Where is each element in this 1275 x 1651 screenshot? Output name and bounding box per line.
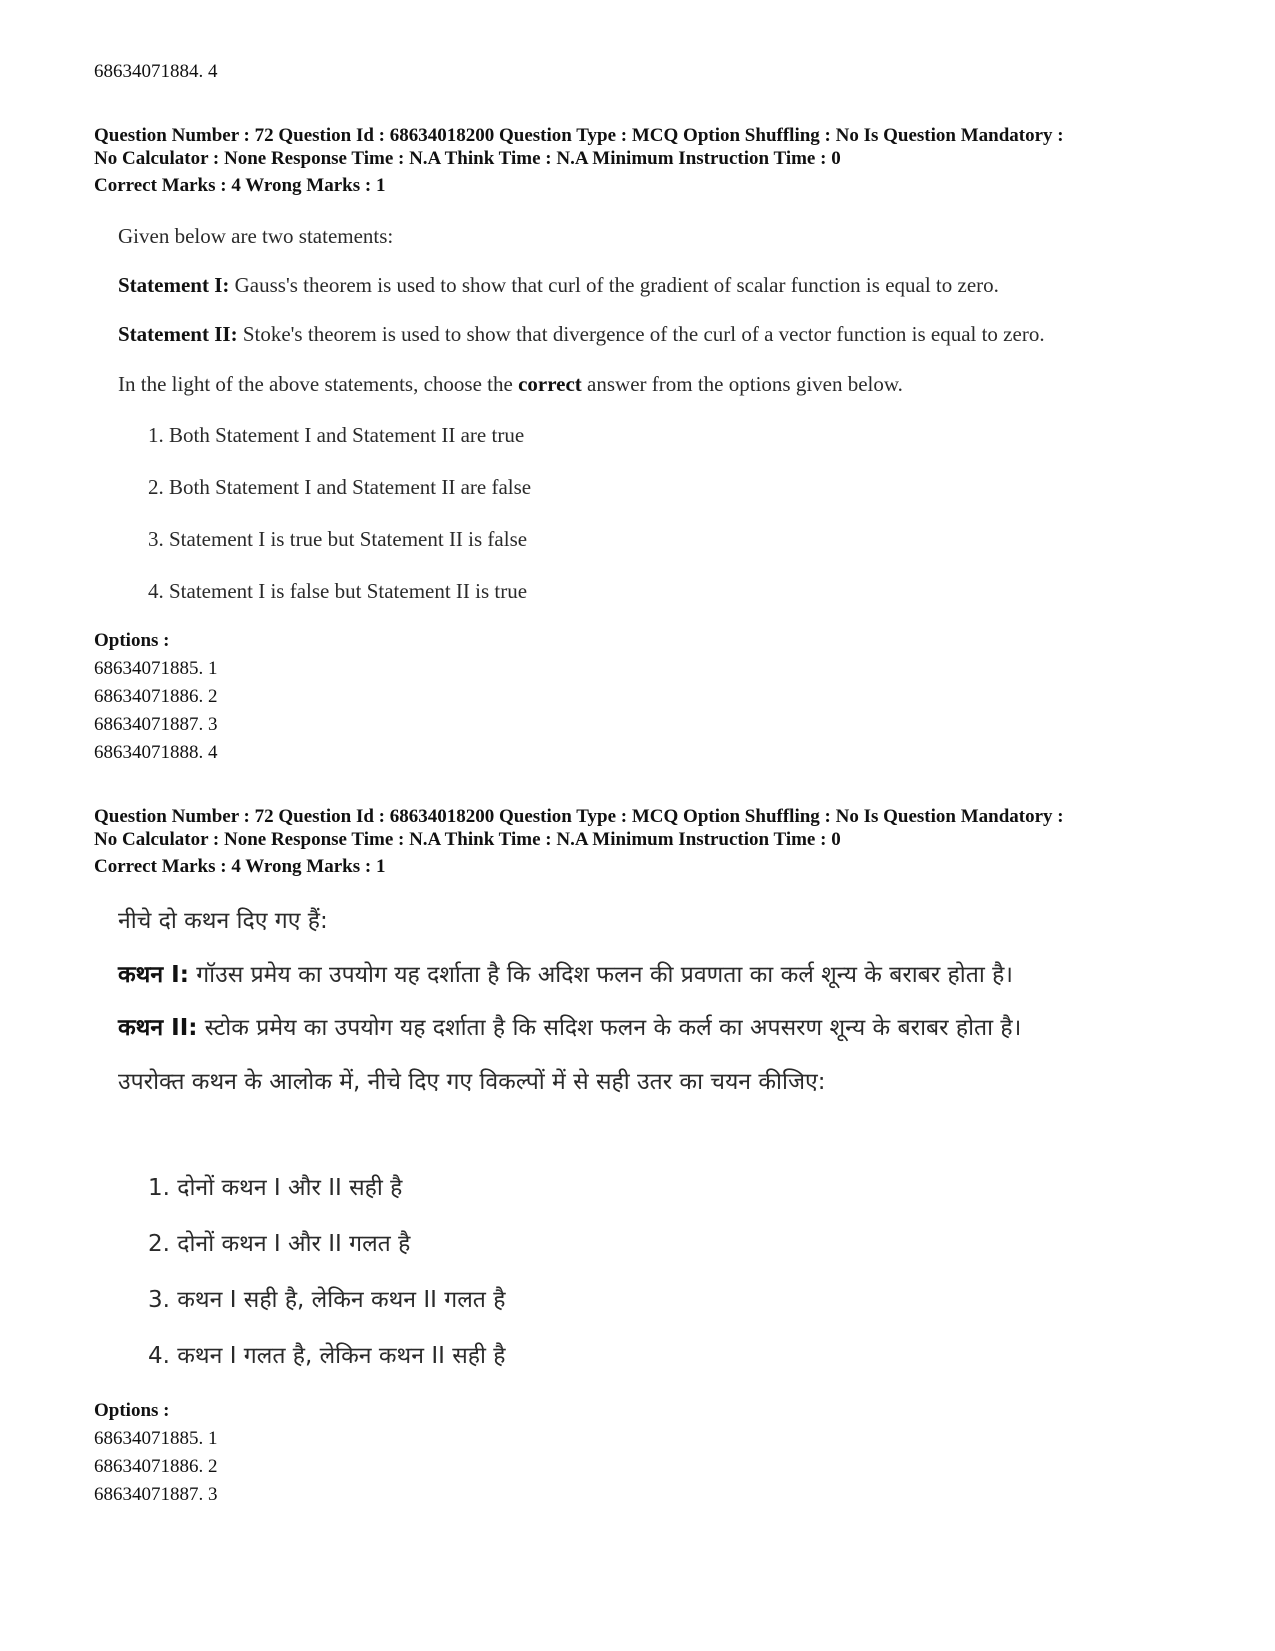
statement-text: गॉउस प्रमेय का उपयोग यह दर्शाता है कि अदिश फलन की प्रवणता का कर्ल शून्य के बराबर होता है।: [188, 962, 1014, 988]
option-line: 68634071887. 3: [94, 714, 218, 735]
question-meta-line: No Calculator : None Response Time : N.A Think Time : N.A Minimum Instruction Time : 0: [94, 829, 841, 850]
choice-item: 2. Both Statement I and Statement II are false: [148, 475, 532, 499]
statement-two: [118, 1012, 1021, 1044]
choice-item: 2. दोनों कथन I और II गलत है: [148, 1231, 411, 1257]
question-meta-line: Question Number : 72 Question Id : 68634018200 Question Type : MCQ Option Shuffling : No Is Question Mandatory :: [94, 125, 1064, 146]
question-meta-line: No Calculator : None Response Time : N.A Think Time : N.A Minimum Instruction Time : 0: [94, 148, 841, 169]
question-prompt: In the light of the above statements, choose the correct answer from the options given below.: [118, 372, 903, 396]
question-prompt: उपरोक्त कथन के आलोक में, नीचे दिए गए विकल्पों में से सही उतर का चयन कीजिए:: [118, 1069, 826, 1095]
choice-item: 1. दोनों कथन I और II सही है: [148, 1175, 403, 1201]
option-line: 68634071886. 2: [94, 686, 218, 707]
statement-label: कथन II:: [118, 1015, 198, 1041]
statement-one: [118, 271, 999, 299]
statement-label: Statement I:: [118, 273, 230, 297]
statement-text: Stoke's theorem is used to show that divergence of the curl of a vector function is equal to zero.: [237, 322, 1045, 346]
choice-item: 3. Statement I is true but Statement II is false: [148, 527, 528, 551]
options-label: Options :: [94, 1400, 170, 1421]
statement-text: Gauss's theorem is used to show that curl of the gradient of scalar function is equal to zero.: [229, 273, 999, 297]
option-line: 68634071888. 4: [94, 742, 218, 763]
option-line: 68634071885. 1: [94, 1428, 218, 1449]
statement-two: [118, 320, 1045, 348]
statement-one: [118, 959, 1013, 991]
question-intro: नीचे दो कथन दिए गए हैं:: [118, 908, 328, 934]
choice-item: 4. कथन I गलत है, लेकिन कथन II सही है: [148, 1343, 506, 1369]
marks-line: Correct Marks : 4 Wrong Marks : 1: [94, 175, 386, 196]
question-intro: Given below are two statements:: [118, 224, 394, 248]
statement-label: Statement II:: [118, 322, 238, 346]
question-meta-line: Question Number : 72 Question Id : 68634018200 Question Type : MCQ Option Shuffling : No Is Question Mandatory :: [94, 806, 1064, 827]
choice-item: 4. Statement I is false but Statement II is true: [148, 579, 528, 603]
option-line: 68634071887. 3: [94, 1484, 218, 1505]
statement-text: स्टोक प्रमेय का उपयोग यह दर्शाता है कि सदिश फलन के कर्ल का अपसरण शून्य के बराबर होता है।: [197, 1015, 1022, 1041]
option-line: 68634071885. 1: [94, 658, 218, 679]
option-line: 68634071886. 2: [94, 1456, 218, 1477]
choice-item: 1. Both Statement I and Statement II are true: [148, 423, 525, 447]
marks-line: Correct Marks : 4 Wrong Marks : 1: [94, 856, 386, 877]
options-label: Options :: [94, 630, 170, 651]
option-line: 68634071884. 4: [94, 61, 218, 82]
choice-item: 3. कथन I सही है, लेकिन कथन II गलत है: [148, 1287, 506, 1313]
statement-label: कथन I:: [118, 962, 189, 988]
